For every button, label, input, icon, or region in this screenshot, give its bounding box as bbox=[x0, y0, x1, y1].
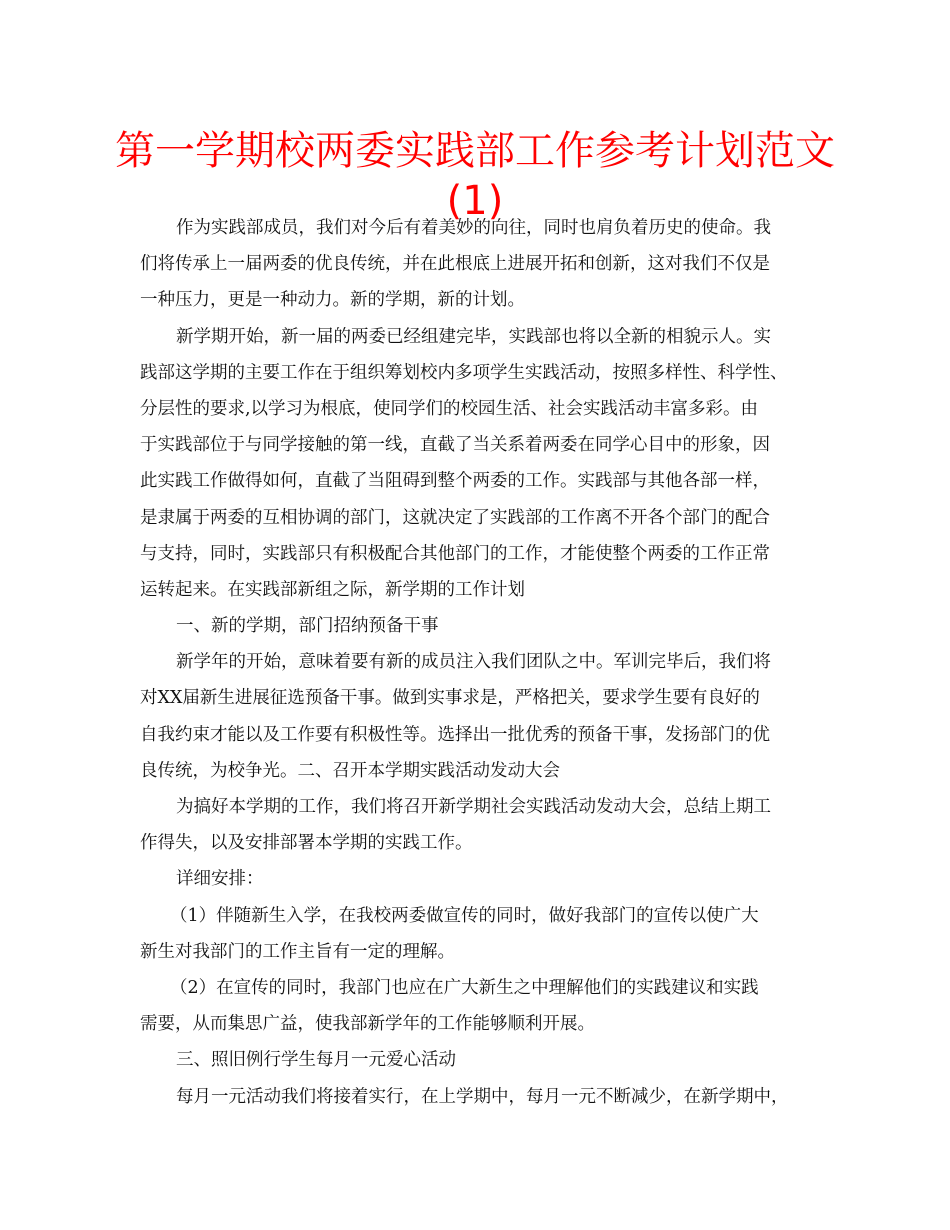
body-text-line: 自我约束才能以及工作要有积极性等。选择出一批优秀的预备干事，发扬部门的优 bbox=[140, 724, 770, 745]
body-text-line: 一种压力，更是一种动力。新的学期，新的计划。 bbox=[140, 290, 525, 311]
body-text-line: 为搞好本学期的工作，我们将召开新学期社会实践活动发动大会，总结上期工 bbox=[176, 797, 771, 817]
body-text-line: 此实践工作做得如何，直截了当阻碍到整个两委的工作。实践部与其他各部一样， bbox=[140, 471, 770, 492]
body-text-line: 于实践部位于与同学接触的第一线，直截了当关系着两委在同学心目中的形象，因 bbox=[140, 435, 770, 456]
document-body bbox=[140, 210, 820, 1115]
body-text-line: （2）在宣传的同时，我部门也应在广大新生之中理解他们的实践建议和实践 bbox=[170, 977, 759, 998]
document-title-line-1: 第一学期校两委实践部工作参考计划范文 bbox=[115, 128, 835, 174]
body-text-line: 良传统，为校争光。二、召开本学期实践活动发动大会 bbox=[140, 760, 560, 781]
body-text-line: 是隶属于两委的互相协调的部门，这就决定了实践部的工作离不开各个部门的配合 bbox=[140, 507, 770, 528]
body-text-line: 三、照旧例行学生每月一元爱心活动 bbox=[176, 1050, 456, 1071]
body-text-line: 一、新的学期，部门招纳预备干事 bbox=[176, 616, 439, 637]
body-text-line: 新学年的开始，意味着要有新的成员注入我们团队之中。军训完毕后，我们将 bbox=[176, 652, 771, 673]
body-text-line: 作得失，以及安排部署本学期的实践工作。 bbox=[140, 833, 473, 854]
body-text-line: 与支持，同时，实践部只有积极配合其他部门的工作，才能使整个两委的工作正常 bbox=[140, 543, 770, 564]
body-text-line: 新学期开始，新一届的两委已经组建完毕，实践部也将以全新的相貌示人。实 bbox=[176, 326, 771, 347]
body-text-line: 每月一元活动我们将接着实行，在上学期中，每月一元不断减少，在新学期中， bbox=[176, 1086, 789, 1107]
body-text-line: 践部这学期的主要工作在于组织筹划校内多项学生实践活动，按照多样性、科学性、 bbox=[140, 362, 788, 383]
body-text-line: 详细安排： bbox=[176, 869, 264, 890]
body-text-line: 们将传承上一届两委的优良传统，并在此根底上进展开拓和创新，这对我们不仅是 bbox=[140, 254, 770, 275]
document-title-line-2: (1) bbox=[446, 178, 504, 224]
body-text-line: 运转起来。在实践部新组之际，新学期的工作计划 bbox=[140, 579, 525, 600]
body-text-line: （1）伴随新生入学，在我校两委做宣传的同时，做好我部门的宣传以使广大 bbox=[170, 905, 759, 926]
body-text-line: 对XX届新生进展征选预备干事。做到实事求是，严格把关，要求学生要有良好的 bbox=[140, 688, 760, 709]
body-text-line: 作为实践部成员，我们对今后有着美妙的向往，同时也肩负着历史的使命。我 bbox=[176, 218, 771, 238]
body-text-line: 需要，从而集思广益，使我部新学年的工作能够顺利开展。 bbox=[140, 1014, 595, 1035]
body-text-line: 分层性的要求,以学习为根底，使同学们的校园生活、社会实践活动丰富多彩。由 bbox=[140, 398, 759, 419]
body-text-line: 新生对我部门的工作主旨有一定的理解。 bbox=[140, 941, 455, 962]
